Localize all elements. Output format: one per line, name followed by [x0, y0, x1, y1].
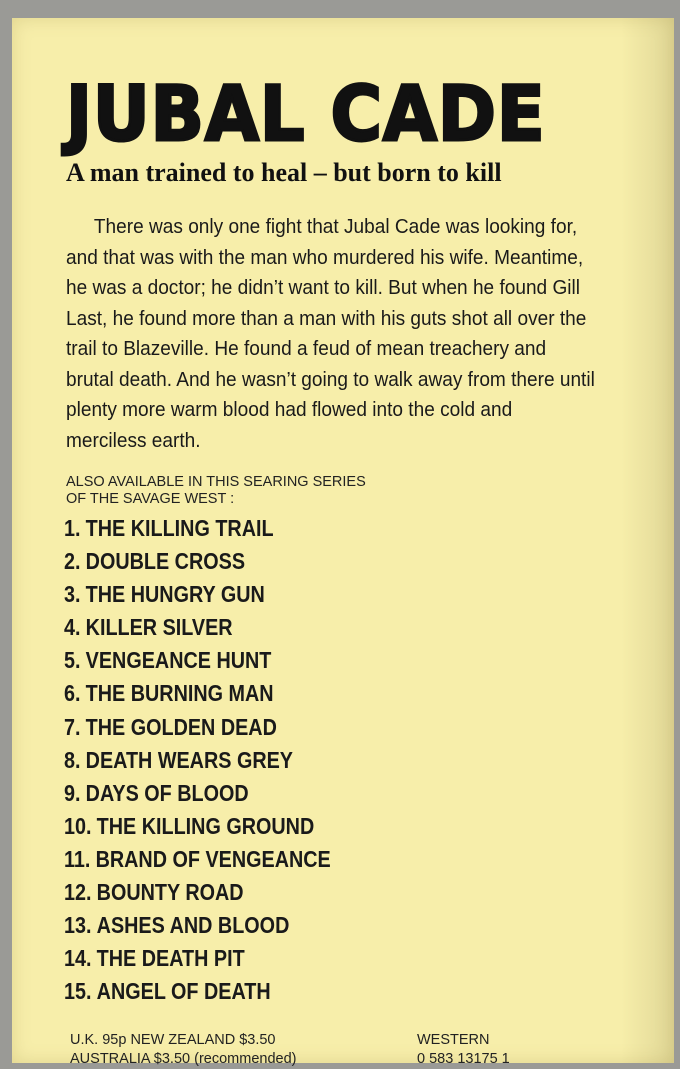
series-list — [64, 512, 374, 1008]
series-item — [64, 545, 331, 578]
series-item-number: 11. — [64, 845, 91, 872]
series-item-number: 4. — [64, 614, 81, 641]
price-line-1: U.K. 95p NEW ZEALAND $3.50 — [70, 1032, 276, 1048]
blurb-paragraph: There was only one fight that Jubal Cade was looking for, and that was with the man who murdered his wife. Meantime, he was a doctor; he didn’t want to kill. But when he found Gill Last, he found more than a man with his guts shot all over the trail to Blazeville. He found a feud of mean treachery and brutal death. And he wasn’t going to walk away from there until plenty more warm blood had flowed into the cold and merciless earth. — [66, 215, 595, 452]
series-item-title: THE HUNGRY GUN — [85, 581, 265, 608]
series-item-title: VENGEANCE HUNT — [85, 647, 272, 674]
series-item-title: ANGEL OF DEATH — [96, 978, 271, 1005]
series-item — [64, 876, 331, 909]
series-item — [64, 843, 331, 876]
series-item — [64, 677, 331, 710]
series-item-number: 3. — [64, 581, 81, 608]
genre-label: WESTERN — [417, 1032, 490, 1048]
series-item-title: ASHES AND BLOOD — [96, 912, 290, 939]
series-item-title: THE KILLING GROUND — [96, 812, 315, 839]
category-info — [417, 1031, 510, 1069]
series-item-title: BRAND OF VENGEANCE — [95, 845, 331, 872]
also-available-heading — [66, 474, 366, 508]
series-item-number: 10. — [64, 812, 92, 839]
tagline: A man trained to heal – but born to kill — [66, 158, 502, 187]
series-item — [64, 611, 331, 644]
isbn-label: 0 583 13175 1 — [417, 1051, 510, 1067]
series-item-title: KILLER SILVER — [85, 614, 233, 641]
series-item-title: THE KILLING TRAIL — [85, 515, 274, 541]
series-item — [64, 711, 331, 744]
series-item-number: 9. — [64, 779, 81, 806]
series-item-title: THE DEATH PIT — [96, 945, 245, 972]
series-item-number: 6. — [64, 680, 81, 707]
series-item — [64, 909, 331, 942]
price-info — [70, 1031, 296, 1069]
series-item — [64, 975, 331, 1008]
also-available-line-1: ALSO AVAILABLE IN THIS SEARING SERIES — [66, 474, 366, 490]
series-item — [64, 578, 331, 611]
series-item-title: THE BURNING MAN — [85, 680, 274, 707]
series-item-number: 12. — [64, 879, 92, 906]
series-item — [64, 777, 331, 810]
series-item-title: THE GOLDEN DEAD — [85, 713, 277, 740]
series-item — [64, 810, 331, 843]
series-item-number: 13. — [64, 912, 92, 939]
series-item — [64, 942, 331, 975]
series-item-number: 5. — [64, 647, 81, 674]
series-item-number: 8. — [64, 746, 81, 773]
series-item-title: DOUBLE CROSS — [85, 548, 246, 575]
also-available-line-2: OF THE SAVAGE WEST : — [66, 491, 235, 507]
series-item-number: 14. — [64, 945, 92, 972]
series-item-number: 15. — [64, 978, 92, 1005]
series-item — [64, 744, 331, 777]
book-title: JUBAL CADE — [66, 69, 546, 158]
series-item-number: 7. — [64, 713, 81, 740]
blurb — [66, 212, 596, 456]
series-item — [64, 512, 331, 545]
series-item-title: DEATH WEARS GREY — [85, 746, 294, 773]
series-item-number: 1. — [64, 515, 81, 541]
series-item — [64, 644, 331, 677]
series-item-number: 2. — [64, 548, 81, 575]
series-item-title: DAYS OF BLOOD — [85, 779, 249, 806]
price-line-2: AUSTRALIA $3.50 (recommended) — [70, 1051, 297, 1067]
book-back-cover — [12, 18, 674, 1067]
series-item-title: BOUNTY ROAD — [96, 879, 244, 906]
